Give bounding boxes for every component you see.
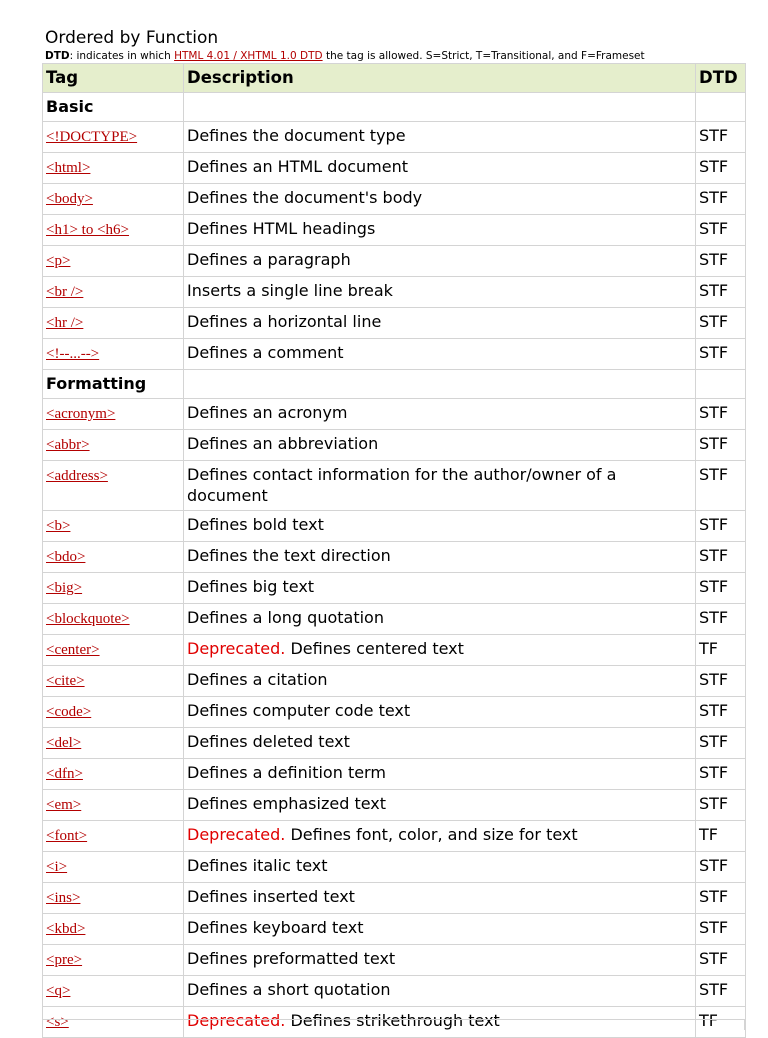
tag-link[interactable]: <html> <box>46 160 91 176</box>
section-row <box>43 93 746 122</box>
description-text: Defines a short quotation <box>187 980 391 999</box>
tag-link[interactable]: <body> <box>46 191 93 207</box>
tag-link[interactable]: <center> <box>46 642 100 658</box>
tag-cell <box>43 883 184 914</box>
table-row <box>43 697 746 728</box>
description-cell <box>184 461 696 511</box>
description-text: Defines the document type <box>187 126 406 145</box>
description-text: Defines an HTML document <box>187 157 409 176</box>
dtd-cell: STF <box>696 604 746 635</box>
tag-cell <box>43 759 184 790</box>
column-header-dtd: DTD <box>696 64 746 93</box>
description-cell <box>184 246 696 277</box>
description-cell <box>184 790 696 821</box>
dtd-note-label: DTD <box>45 50 70 62</box>
description-text: Inserts a single line break <box>187 281 393 300</box>
tag-cell <box>43 914 184 945</box>
description-text: Defines computer code text <box>187 701 411 720</box>
description-cell <box>184 308 696 339</box>
dtd-note <box>45 50 645 63</box>
table-row <box>43 635 746 666</box>
tag-cell <box>43 184 184 215</box>
dtd-cell: STF <box>696 914 746 945</box>
description-cell <box>184 976 696 1007</box>
table-row <box>43 883 746 914</box>
dtd-cell: STF <box>696 666 746 697</box>
dtd-cell: TF <box>696 635 746 666</box>
description-cell <box>184 759 696 790</box>
dtd-cell: TF <box>696 821 746 852</box>
description-text: Defines font, color, and size for text <box>290 825 578 844</box>
table-row <box>43 215 746 246</box>
tag-link[interactable]: <br /> <box>46 284 84 300</box>
description-text: Defines a paragraph <box>187 250 351 269</box>
tag-cell <box>43 728 184 759</box>
dtd-cell: STF <box>696 976 746 1007</box>
table-row <box>43 790 746 821</box>
table-header-row <box>43 64 746 93</box>
description-text: Defines a horizontal line <box>187 312 382 331</box>
description-cell <box>184 635 696 666</box>
tag-cell <box>43 976 184 1007</box>
table-body <box>43 93 746 1038</box>
table-row <box>43 759 746 790</box>
tag-link[interactable]: <font> <box>46 828 88 844</box>
table-row <box>43 153 746 184</box>
table-divider <box>183 1020 184 1030</box>
tag-link[interactable]: <code> <box>46 704 92 720</box>
tag-cell <box>43 122 184 153</box>
description-text: Defines a definition term <box>187 763 386 782</box>
description-text: Defines the document's body <box>187 188 423 207</box>
tag-cell <box>43 945 184 976</box>
description-text: Defines centered text <box>290 639 464 658</box>
description-cell <box>184 697 696 728</box>
dtd-cell: TF <box>696 1007 746 1038</box>
next-table-top-border <box>42 1019 745 1030</box>
description-cell <box>184 852 696 883</box>
tag-link[interactable]: <pre> <box>46 952 83 968</box>
description-cell <box>184 399 696 430</box>
table-row <box>43 308 746 339</box>
description-cell <box>184 122 696 153</box>
tag-cell <box>43 852 184 883</box>
table-row <box>43 246 746 277</box>
tag-link[interactable]: <dfn> <box>46 766 83 782</box>
tag-cell <box>43 635 184 666</box>
dtd-cell: STF <box>696 277 746 308</box>
dtd-cell: STF <box>696 790 746 821</box>
tag-cell <box>43 430 184 461</box>
empty-cell <box>696 93 746 122</box>
table-row <box>43 852 746 883</box>
table-row <box>43 184 746 215</box>
description-text: Defines keyboard text <box>187 918 364 937</box>
tag-link[interactable]: <address> <box>46 468 108 484</box>
tag-link[interactable]: <i> <box>46 859 68 875</box>
description-cell <box>184 821 696 852</box>
description-text: Defines big text <box>187 577 315 596</box>
description-text: Defines an acronym <box>187 403 348 422</box>
deprecated-label: Deprecated. <box>187 1011 286 1030</box>
table-divider <box>744 1020 745 1030</box>
dtd-note-pre: : indicates in which <box>69 50 175 62</box>
dtd-cell: STF <box>696 945 746 976</box>
tag-link[interactable]: <cite> <box>46 673 85 689</box>
description-cell <box>184 914 696 945</box>
tag-link[interactable]: <h1> to <h6> <box>46 222 130 238</box>
dtd-cell: STF <box>696 511 746 542</box>
table-row <box>43 914 746 945</box>
description-cell <box>184 153 696 184</box>
dtd-cell: STF <box>696 461 746 511</box>
table-row <box>43 604 746 635</box>
tag-cell <box>43 215 184 246</box>
tag-cell <box>43 246 184 277</box>
description-cell <box>184 430 696 461</box>
tag-link[interactable]: <del> <box>46 735 82 751</box>
dtd-cell: STF <box>696 852 746 883</box>
dtd-cell: STF <box>696 759 746 790</box>
description-text: Defines strikethrough text <box>290 1011 500 1030</box>
tag-link[interactable]: <blockquote> <box>46 611 130 627</box>
tag-link[interactable]: <hr /> <box>46 315 84 331</box>
table-row <box>43 122 746 153</box>
description-cell <box>184 604 696 635</box>
description-text: Defines an abbreviation <box>187 434 379 453</box>
dtd-cell: STF <box>696 728 746 759</box>
column-header-description: Description <box>184 64 696 93</box>
tag-cell <box>43 153 184 184</box>
tag-cell <box>43 308 184 339</box>
dtd-cell: STF <box>696 697 746 728</box>
dtd-note-post: the tag is allowed. S=Strict, T=Transitional, and F=Frameset <box>322 50 645 62</box>
table-row <box>43 945 746 976</box>
dtd-cell: STF <box>696 122 746 153</box>
description-cell <box>184 666 696 697</box>
description-cell <box>184 728 696 759</box>
description-text: Defines emphasized text <box>187 794 387 813</box>
table-row <box>43 666 746 697</box>
tag-cell <box>43 573 184 604</box>
tag-link[interactable]: <!--...--> <box>46 346 100 362</box>
tag-link[interactable]: <p> <box>46 253 71 269</box>
empty-cell <box>696 370 746 399</box>
description-text: Defines the text direction <box>187 546 391 565</box>
tag-reference-table <box>42 63 746 1038</box>
dtd-cell: STF <box>696 246 746 277</box>
tag-link[interactable]: <big> <box>46 580 83 596</box>
table-row <box>43 821 746 852</box>
deprecated-label: Deprecated. <box>187 825 286 844</box>
deprecated-label: Deprecated. <box>187 639 286 658</box>
tag-link[interactable]: <kbd> <box>46 921 86 937</box>
tag-cell <box>43 277 184 308</box>
dtd-cell: STF <box>696 308 746 339</box>
table-row <box>43 976 746 1007</box>
table-row <box>43 542 746 573</box>
table-row <box>43 573 746 604</box>
description-cell <box>184 339 696 370</box>
column-header-tag: Tag <box>43 64 184 93</box>
description-text: Defines preformatted text <box>187 949 396 968</box>
description-text: Defines a long quotation <box>187 608 384 627</box>
tag-cell <box>43 666 184 697</box>
table-divider <box>695 1020 696 1030</box>
tag-link[interactable]: <b> <box>46 518 71 534</box>
dtd-cell: STF <box>696 153 746 184</box>
dtd-cell: STF <box>696 573 746 604</box>
section-heading: Basic <box>43 93 184 122</box>
tag-link[interactable]: <ins> <box>46 890 81 906</box>
tag-cell <box>43 697 184 728</box>
tag-cell <box>43 790 184 821</box>
tag-cell <box>43 399 184 430</box>
dtd-link[interactable]: HTML 4.01 / XHTML 1.0 DTD <box>174 50 323 62</box>
description-text: Defines deleted text <box>187 732 350 751</box>
table-row <box>43 399 746 430</box>
table-row <box>43 511 746 542</box>
table-row <box>43 461 746 511</box>
description-cell <box>184 883 696 914</box>
description-text: Defines contact information for the author/owner of a document <box>187 465 617 505</box>
tag-cell <box>43 604 184 635</box>
tag-cell <box>43 511 184 542</box>
tag-link[interactable]: <abbr> <box>46 437 90 453</box>
dtd-cell: STF <box>696 542 746 573</box>
tag-cell <box>43 339 184 370</box>
tag-cell <box>43 461 184 511</box>
description-text: Defines HTML headings <box>187 219 376 238</box>
description-text: Defines italic text <box>187 856 328 875</box>
description-text: Defines bold text <box>187 515 324 534</box>
dtd-cell: STF <box>696 215 746 246</box>
page-title: Ordered by Function <box>45 28 219 48</box>
tag-link[interactable]: <bdo> <box>46 549 86 565</box>
description-cell <box>184 511 696 542</box>
empty-cell <box>184 93 696 122</box>
section-row <box>43 370 746 399</box>
description-text: Defines a citation <box>187 670 328 689</box>
table-divider <box>42 1020 43 1030</box>
description-cell <box>184 277 696 308</box>
tag-cell <box>43 821 184 852</box>
description-cell <box>184 542 696 573</box>
tag-cell <box>43 542 184 573</box>
tag-link[interactable]: <s> <box>46 1014 69 1030</box>
tag-link[interactable]: <!DOCTYPE> <box>46 129 138 145</box>
description-text: Defines a comment <box>187 343 344 362</box>
description-text: Defines inserted text <box>187 887 355 906</box>
table-row <box>43 277 746 308</box>
description-cell <box>184 215 696 246</box>
table-row <box>43 339 746 370</box>
tag-link[interactable]: <q> <box>46 983 71 999</box>
dtd-cell: STF <box>696 883 746 914</box>
dtd-cell: STF <box>696 339 746 370</box>
table-row <box>43 430 746 461</box>
empty-cell <box>184 370 696 399</box>
tag-link[interactable]: <em> <box>46 797 82 813</box>
description-cell <box>184 573 696 604</box>
dtd-cell: STF <box>696 399 746 430</box>
dtd-cell: STF <box>696 430 746 461</box>
table-row <box>43 728 746 759</box>
dtd-cell: STF <box>696 184 746 215</box>
description-cell <box>184 945 696 976</box>
section-heading: Formatting <box>43 370 184 399</box>
description-cell <box>184 184 696 215</box>
tag-link[interactable]: <acronym> <box>46 406 116 422</box>
